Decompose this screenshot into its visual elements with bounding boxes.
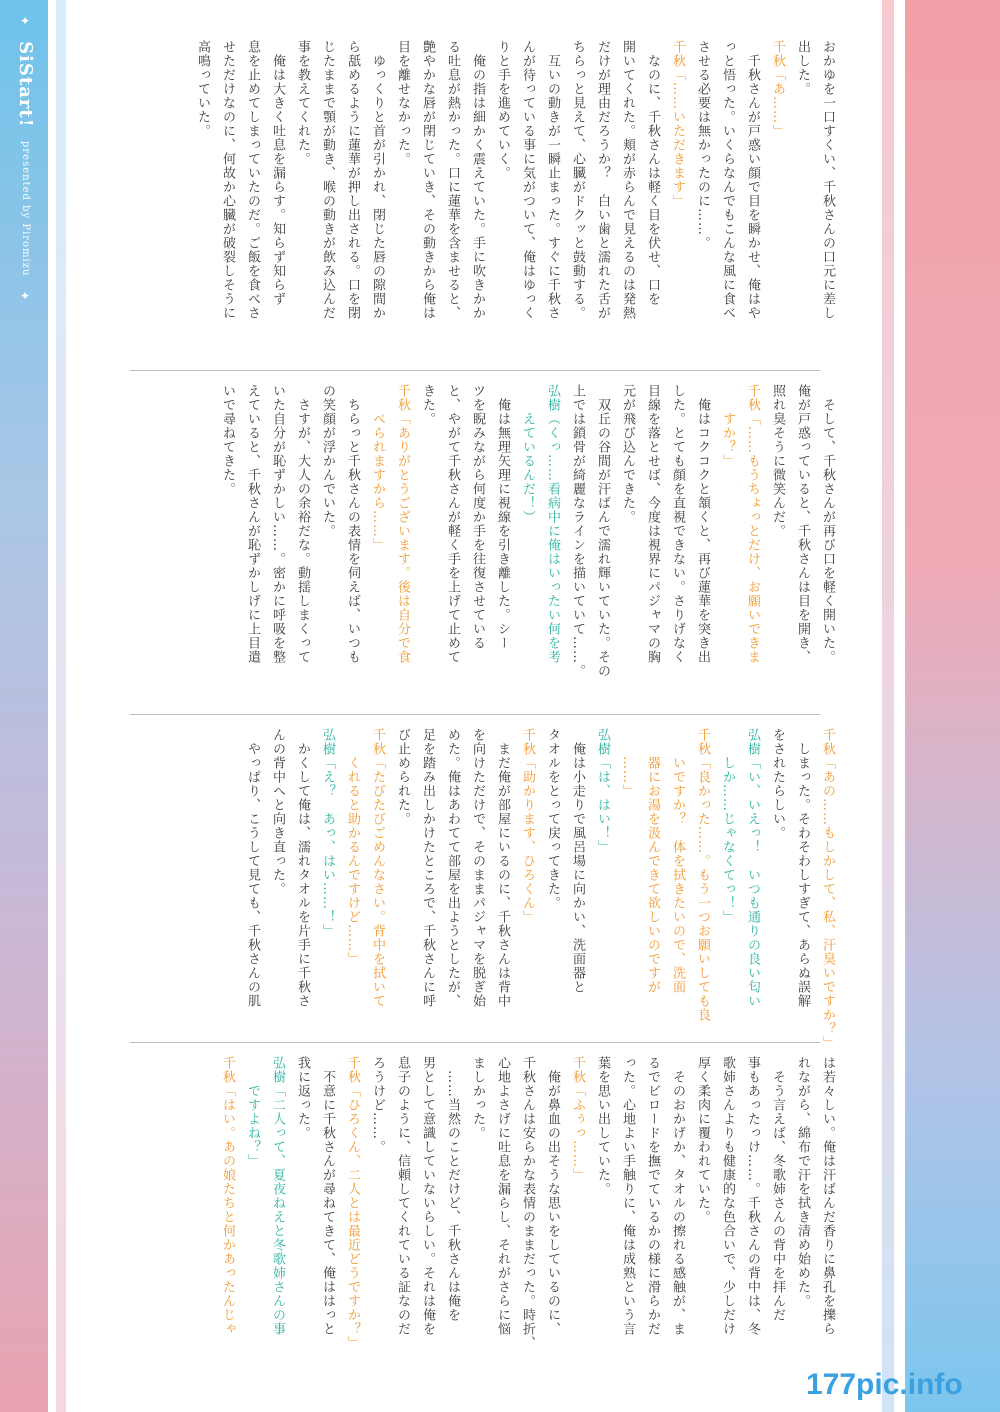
narration-line: び止められた。 (395, 728, 410, 826)
narration-line: ゆっくりと首が引かれ、閉じた唇の隙間か (370, 40, 385, 320)
narration-line: やっぱり、こうして見ても、千秋さんの肌 (245, 728, 260, 1008)
dialogue-line-chiaki: すか？」 (720, 384, 735, 468)
narration-line: そして、千秋さんが再び口を軽く開いた。 (820, 384, 835, 664)
narration-line: そう言えば、冬歌姉さんの背中を拝んだ (770, 1056, 785, 1322)
narration-line: ちらっと見えて、心臓がドクッと鼓動する。 (570, 40, 585, 320)
narration-line: 千秋さんが戸惑い顔で目を瞬かせ、俺はや (745, 40, 760, 320)
narration-line: 俺はコクコクと頷くと、再び蓮華を突き出 (695, 384, 710, 664)
narration-line: 息子のように、信頼してくれている証なのだ (395, 1056, 410, 1336)
narration-line: 目線を落とせば、今度は視界にパジャマの胸 (645, 384, 660, 664)
narration-line: の笑顔が浮かんでいた。 (320, 384, 335, 538)
dialogue-line-chiaki: 千秋「あ……」 (770, 40, 785, 138)
narration-line: タオルをとって戻ってきた。 (545, 728, 560, 910)
dialogue-line-chiaki: 器にお湯を汲んできて欲しいのですが (645, 728, 660, 994)
narration-line: 不意に千秋さんが尋ねてきて、俺ははっと (320, 1056, 335, 1336)
narration-line: 俺は大きく吐息を漏らす。知らず知らず (270, 40, 285, 306)
narration-line: えていると、千秋さんが恥ずかしげに上目遣 (245, 384, 260, 664)
narration-line: は若々しい。俺は汗ばんだ香りに鼻孔を擽ら (820, 1056, 835, 1336)
narration-line: 高鳴っていた。 (195, 40, 210, 138)
right-accent-stripe (882, 0, 894, 1412)
narration-line: 歌姉さんよりも健康的な色合いで、少しだけ (720, 1056, 735, 1336)
narration-line: まだ俺が部屋にいるのに、千秋さんは背中 (495, 728, 510, 1008)
narration-line: ……当然のことだけど、千秋さんは俺を (445, 1056, 460, 1322)
dialogue-line-hiroki: 弘樹「は、はい！」 (595, 728, 610, 854)
narration-line: 開いてくれた。頬が赤らんで見えるのは発熱 (620, 40, 635, 320)
narration-line: 俺が戸惑っていると、千秋さんは目を開き、 (795, 384, 810, 664)
narration-line: ちらっと千秋さんの表情を伺えば、いつも (345, 384, 360, 664)
dialogue-line-chiaki: 千秋「ひろくん、二人とは最近どうですか？」 (345, 1056, 360, 1350)
narration-line: れながら、綿布で汗を拭き清め始めた。 (795, 1056, 810, 1308)
sparkle-icon: ✦ (18, 14, 32, 28)
narration-line: んの背中へと向き直った。 (270, 728, 285, 896)
narration-line: を向けただけで、そのままパジャマを脱ぎ始 (470, 728, 485, 1008)
dialogue-line-chiaki: 千秋「あの……もしかして、私、汗臭いですか？」 (820, 728, 835, 1050)
narration-line: ろうけど……。 (370, 1056, 385, 1154)
dialogue-line-hiroki: 弘樹「二人って、夏夜ねえと冬歌姉さんの事 (270, 1056, 285, 1336)
dialogue-line-hiroki: 弘樹「え？ あっ、はい……！」 (320, 728, 335, 938)
text-row-4 (110, 1056, 840, 1374)
text-page (110, 40, 840, 1380)
narration-line: 上では鎖骨が綺麗なラインを描いていて……。 (570, 384, 585, 678)
brand-subtitle: presented by Piromizu (20, 140, 31, 277)
narration-line: せただけなのに、何故か心臓が破裂しそうに (220, 40, 235, 320)
dialogue-line-hiroki: 弘樹（くっ……看病中に俺はいったい何を考 (545, 384, 560, 664)
narration-line: っと悟った。いくらなんでもこんな風に食べ (720, 40, 735, 320)
narration-line: 事もあったっけ……。千秋さんの背中は、冬 (745, 1056, 760, 1336)
narration-line: 俺は小走りで風呂場に向かい、洗面器と (570, 728, 585, 994)
narration-line: る吐息が熱かった。口に蓮華を含ませると、 (445, 40, 460, 320)
left-gradient-band (0, 0, 48, 1412)
vertical-text-block (215, 1056, 840, 1374)
narration-line: 俺の指は細かく震えていた。手に吹きかか (470, 40, 485, 320)
dialogue-line-chiaki: いですか？ 体を拭きたいので、洗面 (670, 728, 685, 994)
right-gradient-band (905, 0, 1000, 1412)
dialogue-line-chiaki: 千秋「はい。あの娘たちと何かあったんじゃ (220, 1056, 235, 1336)
dialogue-line-hiroki: えているんだ！） (520, 384, 535, 524)
watermark-text: 177pic.info (806, 1368, 963, 1401)
narration-line: きた。 (420, 384, 435, 426)
vertical-text-block (240, 728, 840, 1050)
narration-line: おかゆを一口すくい、千秋さんの口元に差し (820, 40, 835, 320)
dialogue-line-hiroki: ですよね？」 (245, 1056, 260, 1168)
narration-line: ましかった。 (470, 1056, 485, 1140)
narration-line: めた。俺はあわてて部屋を出ようとしたが、 (445, 728, 460, 1008)
narration-line: ら舐めるように蓮華が押し出される。口を閉 (345, 40, 360, 320)
narration-line: りと手を進めていく。 (495, 40, 510, 180)
narration-line: 照れ臭そうに微笑んだ。 (770, 384, 785, 538)
narration-line: いで尋ねてきた。 (220, 384, 235, 496)
narration-line: った。心地よい手触りに、俺は成熟という言 (620, 1056, 635, 1336)
narration-line: 足を踏み出しかけたところで、千秋さんに呼 (420, 728, 435, 1008)
narration-line: 元が飛び込んできた。 (620, 384, 635, 524)
brand-vertical-title (12, 14, 36, 344)
dialogue-line-hiroki: 弘樹「い、いえっ！ いつも通りの良い匂い (745, 728, 760, 1008)
dialogue-line-chiaki: 千秋「助かります、ひろくん」 (520, 728, 535, 924)
narration-line: 出した。 (795, 40, 810, 96)
narration-line: 葉を思い出していた。 (595, 1056, 610, 1196)
narration-line: 艶やかな唇が閉じていき、その動きから俺は (420, 40, 435, 320)
narration-line: と、やがて千秋さんが軽く手を上げて止めて (445, 384, 460, 664)
vertical-text-block (190, 40, 840, 358)
dialogue-line-chiaki: ……」 (620, 728, 635, 798)
narration-line: 事を教えてくれた。 (295, 40, 310, 166)
dialogue-line-chiaki: 千秋「ありがとうございます。後は自分で食 (395, 384, 410, 664)
narration-line: だけが理由だろうか？ 白い歯と濡れた舌が (595, 40, 610, 320)
dialogue-line-chiaki: 千秋「たびたびごめんなさい。背中を拭いて (370, 728, 385, 1008)
narration-line: をされたらしい。 (770, 728, 785, 840)
narration-line: なのに、千秋さんは軽く目を伏せ、口を (645, 40, 660, 306)
left-accent-stripe (56, 0, 66, 1412)
text-row-2 (110, 384, 840, 702)
dialogue-line-chiaki: 千秋「……いただきます」 (670, 40, 685, 208)
dialogue-line-chiaki: くれると助かるんですけど……」 (345, 728, 360, 966)
dialogue-line-chiaki: べられますから……」 (370, 384, 385, 552)
dialogue-line-chiaki: 千秋「……もうちょっとだけ、お願いできま (745, 384, 760, 664)
narration-line: 息を止めてしまっていたのだ。ご飯を食べさ (245, 40, 260, 320)
dialogue-line-hiroki: しか……じゃなくてっ！」 (720, 728, 735, 924)
dialogue-line-chiaki: 千秋「良かった……。もう一つお願いしても良 (695, 728, 710, 1022)
narration-line: 心地よさげに吐息を漏らし、それがさらに悩 (495, 1056, 510, 1336)
narration-line: 目を離せなかった。 (395, 40, 410, 166)
narration-line: しまった。そわそわしすぎて、あらぬ誤解 (795, 728, 810, 1008)
narration-line: るでビロードを撫でているかの様に滑らかだ (645, 1056, 660, 1336)
narration-line: じたままで顎が動き、喉の動きが飲み込んだ (320, 40, 335, 320)
narration-line: 互いの動きが一瞬止まった。すぐに千秋さ (545, 40, 560, 320)
dialogue-line-chiaki: 千秋「ふぅっ……」 (570, 1056, 585, 1182)
text-row-3 (110, 728, 840, 1050)
narration-line: 厚く柔肉に覆われていた。 (695, 1056, 710, 1224)
narration-line: んが待っている事に気がついて、俺はゆっく (520, 40, 535, 320)
row-divider (130, 714, 820, 715)
narration-line: 男として意識していないらしい。それは俺を (420, 1056, 435, 1336)
narration-line: した。とても顔を直視できない。さりげなく (670, 384, 685, 664)
brand-title: SiStart! (15, 41, 36, 128)
narration-line: そのおかげか、タオルの擦れる感触が、ま (670, 1056, 685, 1336)
narration-line: 我に返った。 (295, 1056, 310, 1140)
vertical-text-block (215, 384, 840, 702)
narration-line: 双丘の谷間が汗ばんで濡れ輝いていた。その (595, 384, 610, 678)
narration-line: 俺が鼻血の出そうな思いをしているのに、 (545, 1056, 560, 1336)
text-row-1 (110, 40, 840, 358)
row-divider (130, 370, 820, 371)
narration-line: かくして俺は、濡れタオルを片手に千秋さ (295, 728, 310, 1008)
narration-line: さすが、大人の余裕だな。動揺しまくって (295, 384, 310, 664)
sparkle-icon: ✦ (18, 289, 32, 304)
narration-line: 千秋さんは安らかな表情のままだった。時折、 (520, 1056, 535, 1350)
narration-line: させる必要は無かったのに……。 (695, 40, 710, 250)
narration-line: いた自分が恥ずかしい……。密かに呼吸を整 (270, 384, 285, 664)
narration-line: 俺は無理矢理に視線を引き離した。シー (495, 384, 510, 650)
row-divider (130, 1042, 820, 1043)
narration-line: ツを睨みながら何度か手を往復させている (470, 384, 485, 650)
